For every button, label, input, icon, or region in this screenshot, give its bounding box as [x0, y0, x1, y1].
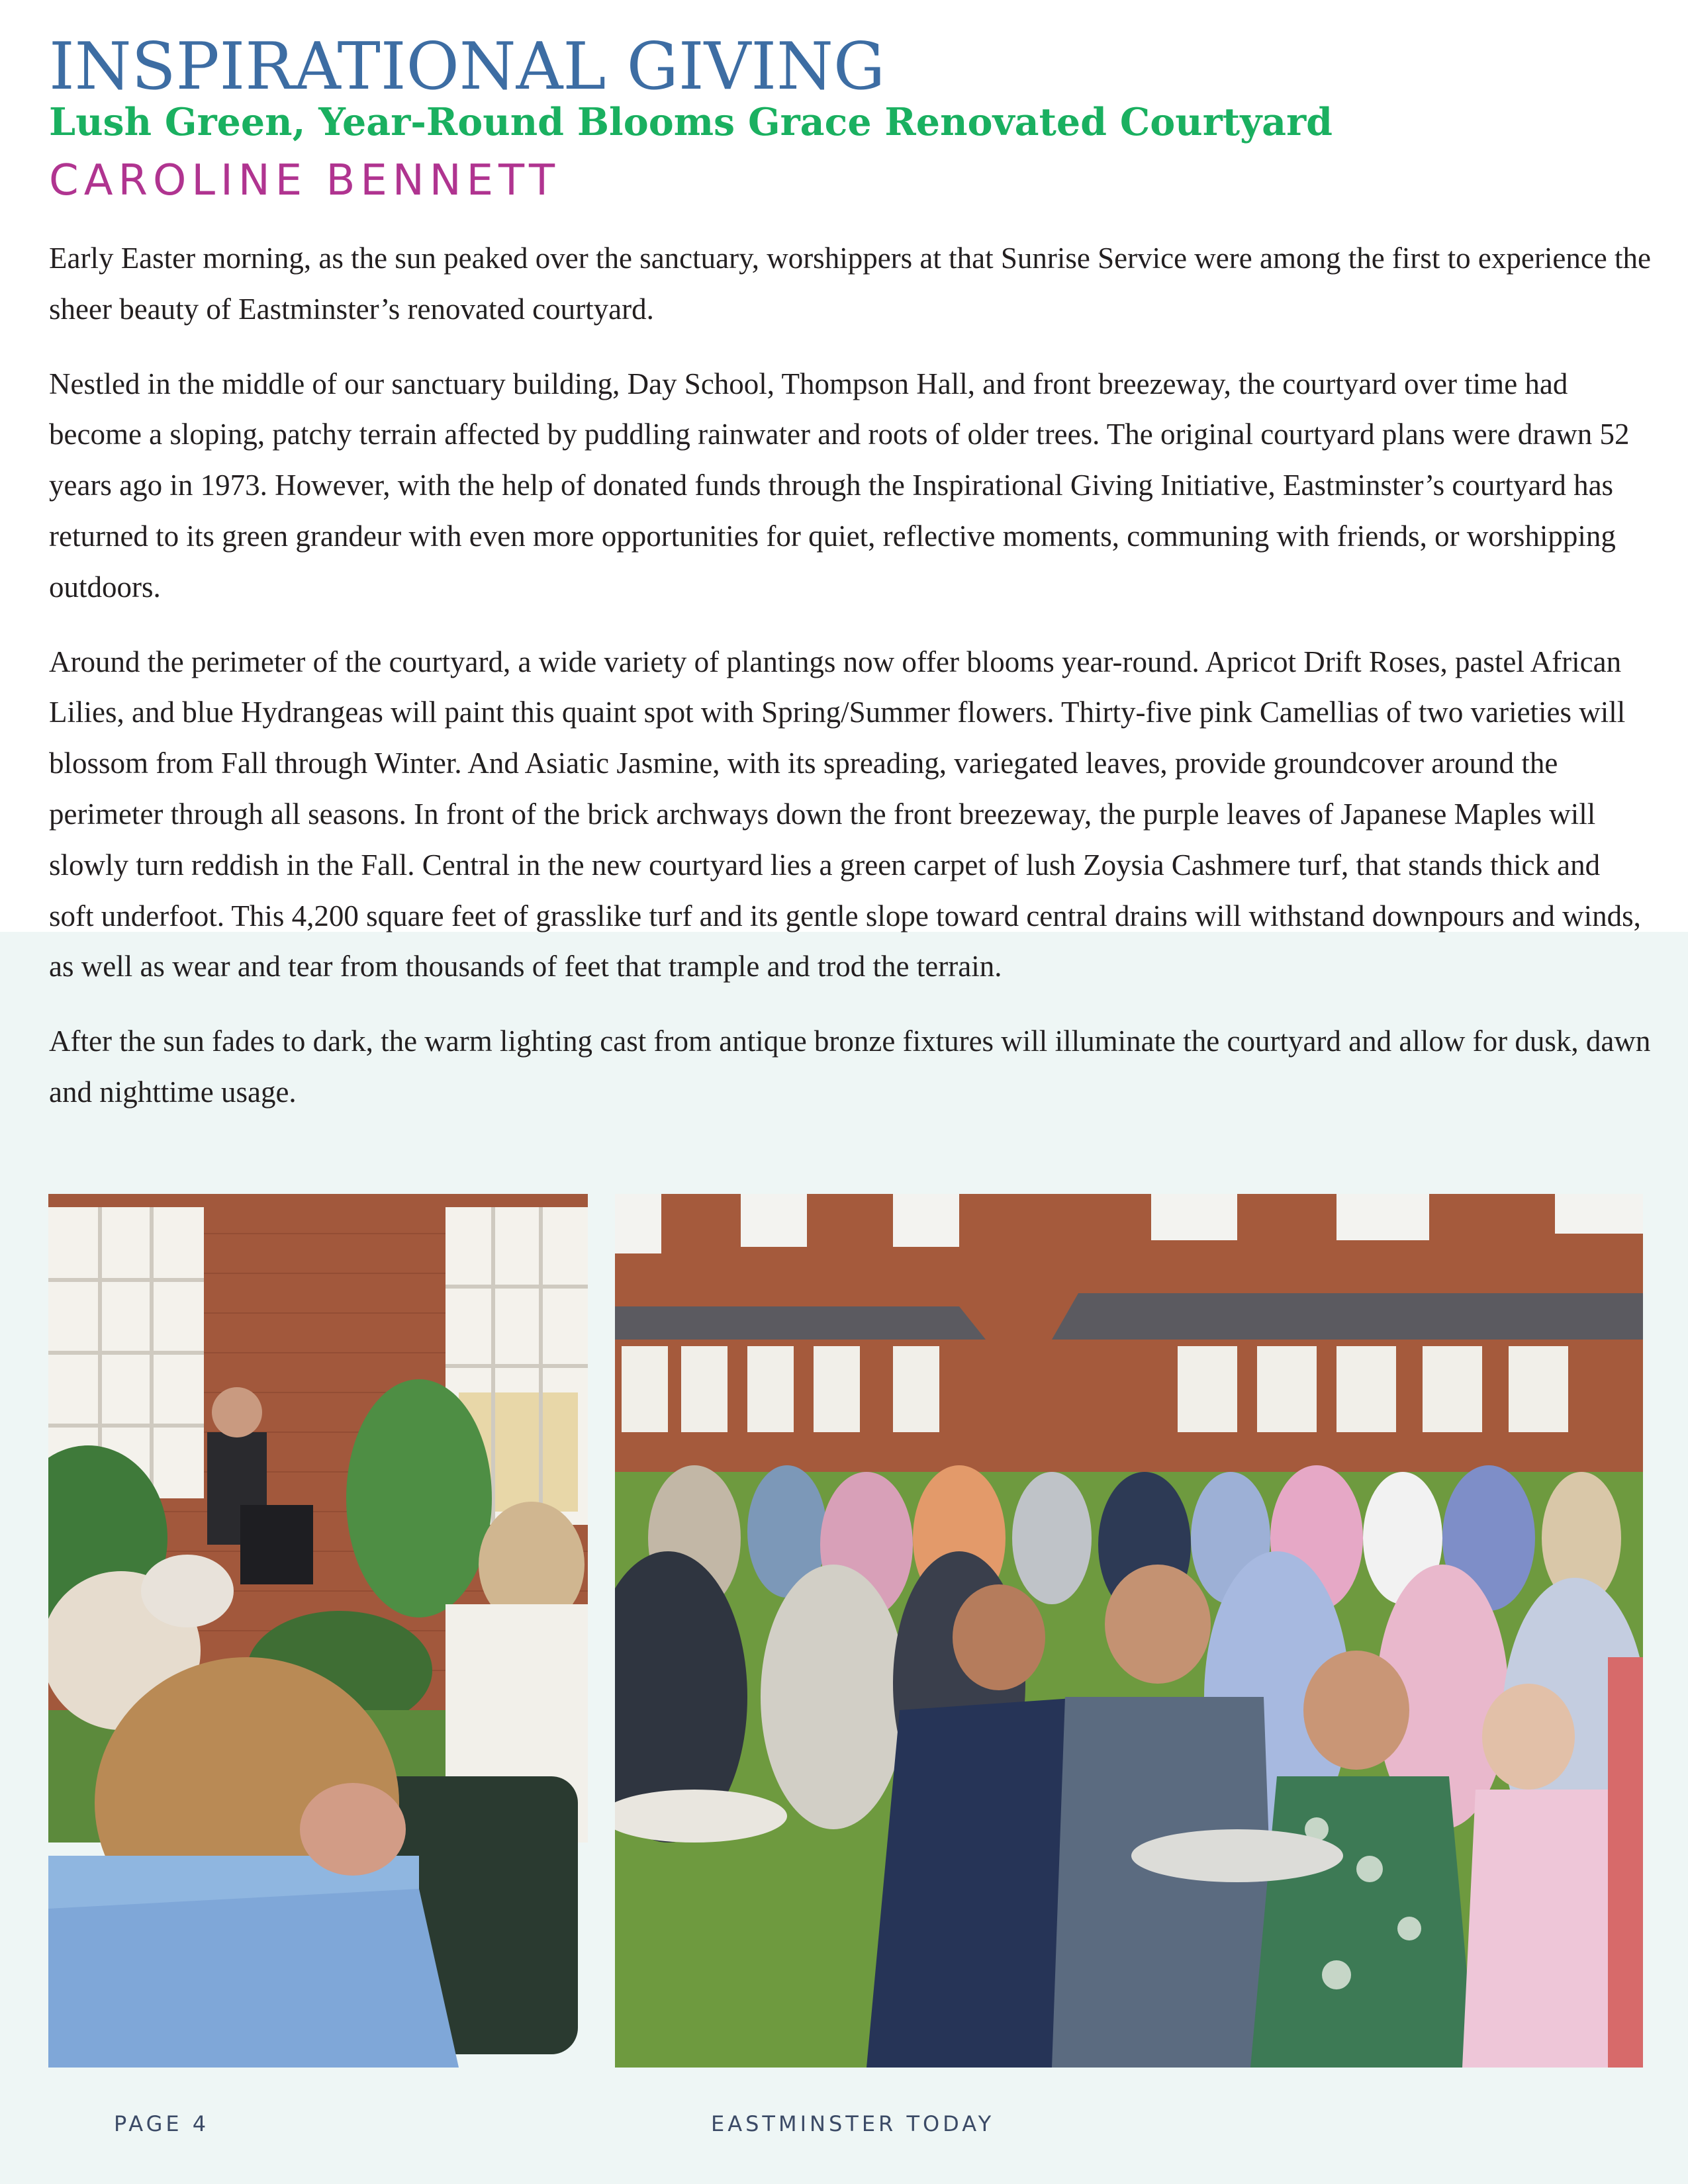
article-body [49, 233, 1651, 1142]
publication-name: EASTMINSTER TODAY [711, 2111, 995, 2136]
paragraph-3: Around the perimeter of the courtyard, a wide variety of plantings now offer blooms year-round. Apricot Drift Roses, pastel African Lilies, and blue Hydrangeas will paint this quaint spot with Spring/Summer flowers. Thirty-five pink Camellias of two varieties will blossom from Fall through Winter. And Asiatic Jasmine, with its spreading, variegated leaves, provide groundcover around the perimeter through all seasons. In front of the brick archways down the front breezeway, the purple leaves of Japanese Maples will slowly turn reddish in the Fall. Central in the new courtyard lies a green carpet of lush Zoysia Cashmere turf, that stands thick and soft underfoot. This 4,200 square feet of grasslike turf and its gentle slope toward central drains will withstand downpours and winds, as well as wear and tear from thousands of feet that trample and trod the terrain. [49, 645, 1641, 983]
courtyard-reception-photo [615, 1194, 1643, 2068]
paragraph-2: Nestled in the middle of our sanctuary building, Day School, Thompson Hall, and front breezeway, the courtyard over time had become a sloping, patchy terrain affected by puddling rainwater and roots of older trees. The original courtyard plans were drawn 52 years ago in 1973. However, with the help of donated funds through the Inspirational Giving Initiative, Eastminster’s courtyard has returned to its green grandeur with even more opportunities for quiet, reflective moments, communing with friends, or worshipping outdoors. [49, 367, 1630, 604]
paragraph-4: After the sun fades to dark, the warm lighting cast from antique bronze fixtures will illuminate the courtyard and allow for dusk, dawn and nighttime usage. [49, 1024, 1651, 1109]
outdoor-service-photo [48, 1194, 588, 2068]
paragraph-1: Early Easter morning, as the sun peaked over the sanctuary, worshippers at that Sunrise Service were among the first to experience the sheer beauty of Eastminster’s renovated courtyard. [49, 242, 1652, 326]
page-number: PAGE 4 [114, 2111, 210, 2136]
author-byline: CAROLINE BENNETT [49, 156, 561, 205]
section-title: INSPIRATIONAL GIVING [49, 29, 886, 105]
article-headline: Lush Green, Year-Round Blooms Grace Renovated Courtyard [49, 100, 1333, 144]
